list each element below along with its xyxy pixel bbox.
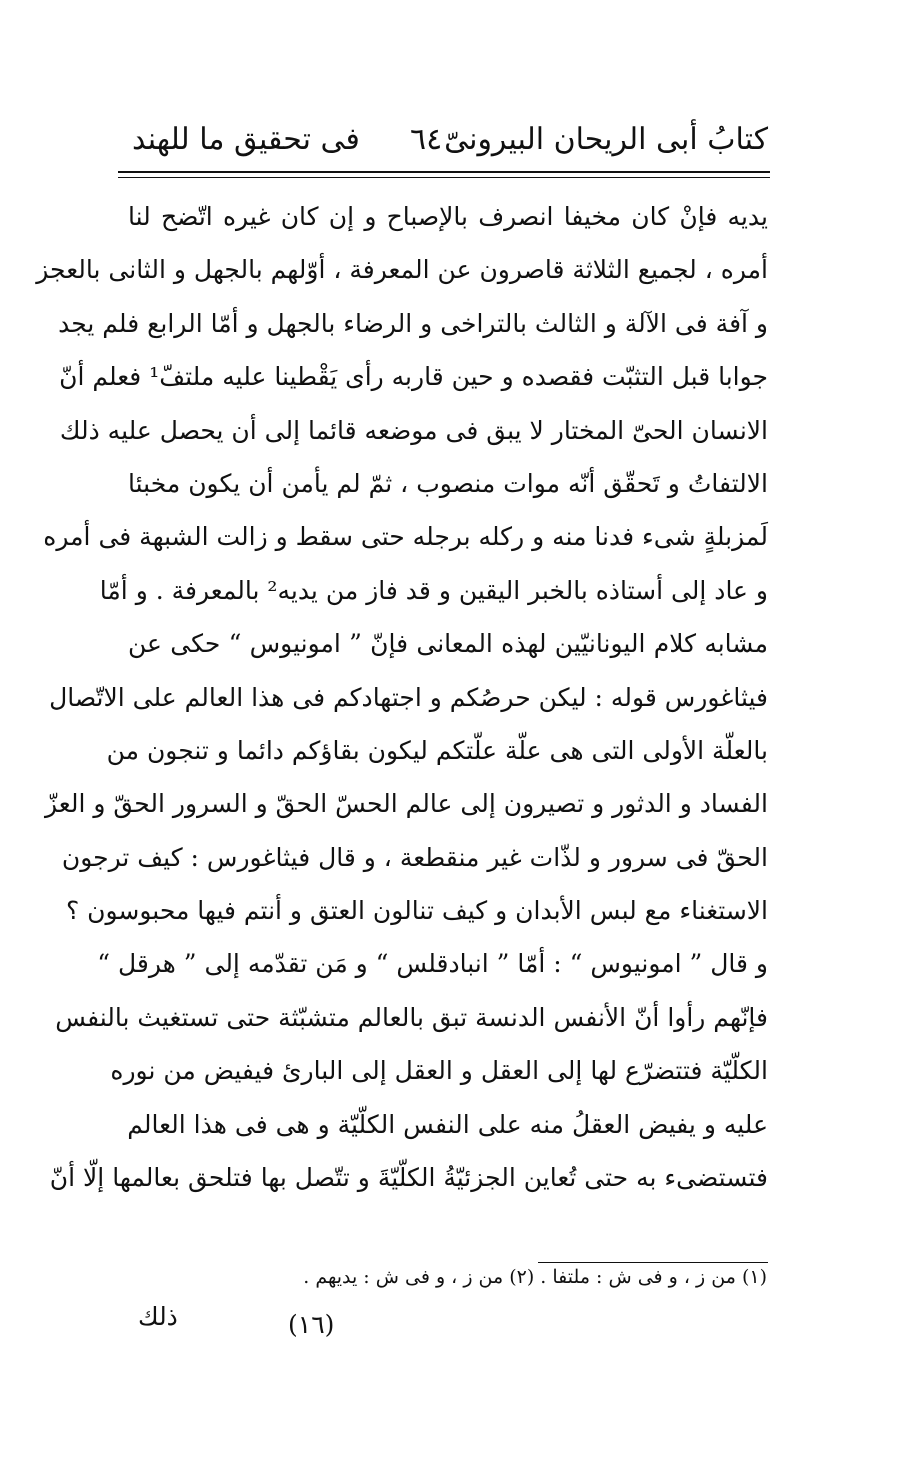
text-line: لَمزبلةٍ شىء فدنا منه و ركله برجله حتى سقط و زالت الشبهة فى أمره [43, 522, 768, 552]
text-line: يديه فإنْ كان مخيفا انصرف بالإصباح و إن كان غيره اتّضح لنا [128, 202, 768, 231]
header-book-title: كتابُ أبى الريحان البيرونىّ [444, 122, 768, 157]
text-line: عليه و يفيض العقلُ منه على النفس الكلّيّة و هى فى هذا العالم [127, 1109, 768, 1139]
text-line: فتستضىء به حتى تُعاين الجزئيّةُ الكلّيّةَ و تتّصل بها فتلحق بعالمها إلّا أنّ [49, 1163, 768, 1193]
footnote: (١) من ز ، و فى ش : ملتفا . (٢) من ز ، و فى ش : يديهم . [303, 1266, 767, 1288]
text-line: جوابا قبل التثبّت فقصده و حين قاربه رأى يَقْطينا عليه ملتفّ¹ فعلم أنّ [59, 362, 768, 392]
body-text [36, 190, 768, 1204]
text-line: فيثاغورس قوله : ليكن حرصُكم و اجتهادكم فى هذا العالم على الاتّصال [49, 682, 768, 712]
page-number: ٦٤ [410, 122, 443, 157]
text-line: الالتفاتُ و تَحقّق أنّه موات منصوب ، ثمّ لم يأمن أن يكون مخبئا [128, 468, 768, 498]
text-line: بالعلّة الأولى التى هى علّة علّتكم ليكون بقاؤكم دائما و تنجون من [106, 735, 768, 765]
signature-mark: (١٦) [288, 1310, 335, 1339]
catchword: ذلك [138, 1302, 178, 1331]
text-line: فإنّهم رأوا أنّ الأنفس الدنسة تبق بالعالم متشبّثة حتى تستغيث بالنفس [55, 1002, 768, 1032]
header-rule-thin [118, 177, 770, 178]
text-line: مشابه كلام اليونانيّين لهذه المعانى فإنّ ” امونيوس “ حكى عن [128, 629, 768, 659]
running-header [118, 108, 768, 168]
footnote-rule [538, 1262, 768, 1263]
text-line: الحقّ فى سرور و لذّات غير منقطعة ، و قال فيثاغورس : كيف ترجون [61, 842, 768, 872]
text-line: و قال ” امونيوس “ : أمّا ” انبادقلس “ و مَن تقدّمه إلى ” هرقل “ [97, 949, 768, 979]
text-line: الاستغناء مع لبس الأبدان و كيف تنالون العتق و أنتم فيها محبوسون ؟ [65, 896, 768, 926]
text-line: أمره ، لجميع الثلاثة قاصرون عن المعرفة ، أوّلهم بالجهل و الثانى بالعجز [36, 255, 768, 285]
text-line: الانسان الحىّ المختار لا يبق فى موضعه قائما إلى أن يحصل عليه ذلك [59, 415, 768, 445]
text-line: الكلّيّة فتتضرّع لها إلى العقل و العقل إلى البارئ فيفيض من نوره [110, 1056, 768, 1086]
text-line: و آفة فى الآلة و الثالث بالتراخى و الرضاء بالجهل و أمّا الرابع فلم يجد [58, 308, 768, 338]
header-rule [118, 171, 770, 173]
text-line: الفساد و الدثور و تصيرون إلى عالم الحسّ الحقّ و السرور الحقّ و العزّ [45, 789, 768, 819]
header-section-title: فى تحقيق ما للهند [132, 122, 360, 157]
text-line: و عاد إلى أستاذه بالخبر اليقين و قد فاز من يديه² بالمعرفة . و أمّا [99, 575, 768, 605]
